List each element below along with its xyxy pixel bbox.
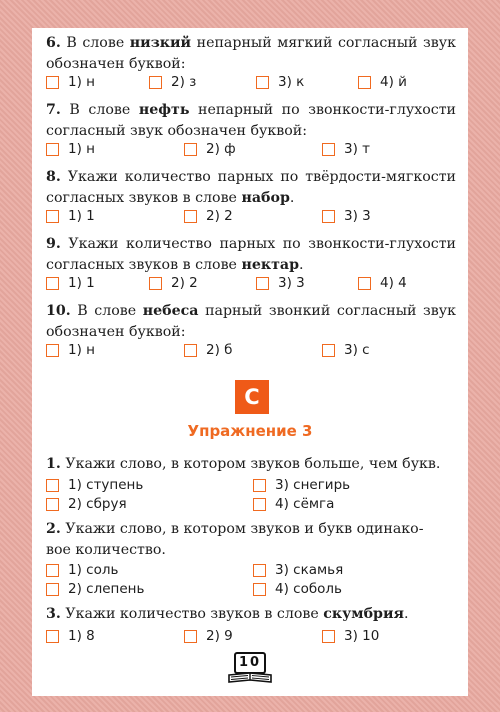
checkbox[interactable] bbox=[322, 630, 335, 643]
checkbox[interactable] bbox=[46, 479, 59, 492]
option-label: 1) 8 bbox=[68, 628, 95, 644]
option-label: 2) з bbox=[171, 74, 197, 90]
question-text: В слове bbox=[66, 35, 130, 51]
keyword: скумбрия bbox=[323, 606, 404, 622]
question-number: 7. bbox=[46, 102, 61, 118]
keyword: небеса bbox=[142, 303, 199, 319]
checkbox[interactable] bbox=[256, 277, 269, 290]
question-text: В слове bbox=[69, 102, 139, 118]
question-text: парный звонкий согласный звук обозначен буквой: bbox=[46, 303, 456, 340]
option-label: 3) 3 bbox=[278, 275, 305, 291]
option-label: 4) сёмга bbox=[275, 496, 335, 512]
option-label: 1) 1 bbox=[68, 208, 95, 224]
exercise-question-2 bbox=[46, 519, 456, 561]
checkbox[interactable] bbox=[358, 76, 371, 89]
option-label: 1) ступень bbox=[68, 477, 144, 493]
question-text: . bbox=[289, 190, 295, 206]
option[interactable] bbox=[46, 562, 118, 578]
checkbox[interactable] bbox=[46, 344, 59, 357]
question-text: вое количество. bbox=[46, 542, 166, 558]
question-text: Укажи количество парных по звонкости-глухости согласных звуков в слове bbox=[46, 236, 457, 273]
question-number: 3. bbox=[46, 606, 61, 622]
option[interactable] bbox=[256, 275, 305, 291]
question-number: 10. bbox=[46, 303, 71, 319]
checkbox[interactable] bbox=[256, 76, 269, 89]
option-label: 2) 2 bbox=[206, 208, 233, 224]
page-number: 10 bbox=[238, 655, 262, 670]
checkbox[interactable] bbox=[46, 210, 59, 223]
question-8 bbox=[46, 167, 456, 209]
checkbox[interactable] bbox=[322, 344, 335, 357]
option-label: 2) сбруя bbox=[68, 496, 127, 512]
checkbox[interactable] bbox=[46, 76, 59, 89]
option-label: 3) к bbox=[278, 74, 305, 90]
option[interactable] bbox=[46, 477, 143, 493]
checkbox[interactable] bbox=[253, 498, 266, 511]
options-8 bbox=[46, 208, 456, 228]
option-label: 2) б bbox=[206, 342, 233, 358]
question-text: Укажи слово, в котором звуков больше, чем букв. bbox=[65, 456, 441, 472]
checkbox[interactable] bbox=[358, 277, 371, 290]
option-label: 1) н bbox=[68, 342, 95, 358]
option[interactable] bbox=[253, 562, 343, 578]
option-label: 1) н bbox=[68, 74, 95, 90]
checkbox[interactable] bbox=[184, 630, 197, 643]
options-ex-3 bbox=[46, 628, 456, 648]
option-label: 3) 3 bbox=[344, 208, 371, 224]
question-text: непарный по звонкости-глухости согласный звук обозначен буквой: bbox=[46, 102, 456, 139]
keyword: нектар bbox=[241, 257, 300, 273]
option[interactable] bbox=[149, 275, 198, 291]
exercise-question-1 bbox=[46, 454, 456, 475]
keyword: низкий bbox=[129, 35, 192, 51]
checkbox[interactable] bbox=[149, 277, 162, 290]
option[interactable] bbox=[46, 74, 95, 90]
options-9 bbox=[46, 275, 456, 295]
option-label: 4) й bbox=[380, 74, 407, 90]
question-7 bbox=[46, 100, 456, 142]
question-text: Укажи количество парных по твёрдости-мягкости согласных звуков в слове bbox=[46, 169, 456, 206]
checkbox[interactable] bbox=[322, 210, 335, 223]
checkbox[interactable] bbox=[149, 76, 162, 89]
options-6 bbox=[46, 74, 456, 94]
option[interactable] bbox=[46, 496, 127, 512]
option[interactable] bbox=[253, 477, 350, 493]
checkbox[interactable] bbox=[46, 277, 59, 290]
question-text: Укажи слово, в котором звуков и букв одинако- bbox=[65, 521, 424, 537]
option[interactable] bbox=[46, 208, 95, 224]
options-7 bbox=[46, 141, 456, 161]
checkbox[interactable] bbox=[46, 143, 59, 156]
checkbox[interactable] bbox=[46, 498, 59, 511]
question-number: 1. bbox=[46, 456, 61, 472]
option[interactable] bbox=[46, 275, 95, 291]
question-text: . bbox=[299, 257, 304, 273]
option-label: 1) соль bbox=[68, 562, 119, 578]
question-6 bbox=[46, 33, 456, 75]
checkbox[interactable] bbox=[322, 143, 335, 156]
question-number: 9. bbox=[46, 236, 61, 252]
options-ex-1b bbox=[46, 496, 456, 516]
option-label: 2) 9 bbox=[206, 628, 233, 644]
option[interactable] bbox=[184, 628, 233, 644]
option-label: 3) 10 bbox=[344, 628, 380, 644]
option[interactable] bbox=[46, 628, 95, 644]
question-number: 6. bbox=[46, 35, 61, 51]
options-ex-2a bbox=[46, 562, 456, 582]
question-text: . bbox=[403, 606, 409, 622]
option-label: 3) с bbox=[344, 342, 370, 358]
options-10 bbox=[46, 342, 456, 362]
options-ex-2b bbox=[46, 581, 456, 601]
exercise-question-3 bbox=[46, 604, 456, 625]
option[interactable] bbox=[322, 342, 370, 358]
option-label: 2) слепень bbox=[68, 581, 145, 597]
option-label: 3) снегирь bbox=[275, 477, 351, 493]
checkbox[interactable] bbox=[253, 564, 266, 577]
options-ex-1a bbox=[46, 477, 456, 497]
keyword: набор bbox=[241, 190, 290, 206]
option-label: 1) 1 bbox=[68, 275, 95, 291]
checkbox[interactable] bbox=[253, 479, 266, 492]
option[interactable] bbox=[46, 581, 144, 597]
checkbox[interactable] bbox=[184, 344, 197, 357]
option[interactable] bbox=[253, 581, 342, 597]
option[interactable] bbox=[358, 74, 407, 90]
option[interactable] bbox=[256, 74, 304, 90]
checkbox[interactable] bbox=[46, 583, 59, 596]
option[interactable] bbox=[184, 208, 233, 224]
option[interactable] bbox=[46, 141, 95, 157]
question-number: 2. bbox=[46, 521, 61, 537]
option[interactable] bbox=[184, 342, 232, 358]
checkbox[interactable] bbox=[184, 210, 197, 223]
option-label: 2) 2 bbox=[171, 275, 198, 291]
question-9 bbox=[46, 234, 456, 276]
option-label: 1) н bbox=[68, 141, 95, 157]
option[interactable] bbox=[149, 74, 196, 90]
option[interactable] bbox=[322, 141, 370, 157]
question-10 bbox=[46, 301, 456, 343]
option-label: 3) скамья bbox=[275, 562, 344, 578]
checkbox[interactable] bbox=[46, 564, 59, 577]
question-text: непарный мягкий согласный звук обозначен буквой: bbox=[46, 35, 456, 72]
option-label: 3) т bbox=[344, 141, 371, 157]
checkbox[interactable] bbox=[184, 143, 197, 156]
question-text: В слове bbox=[77, 303, 143, 319]
option[interactable] bbox=[358, 275, 407, 291]
option-label: 2) ф bbox=[206, 141, 236, 157]
worksheet-page bbox=[32, 28, 468, 696]
option-label: 4) 4 bbox=[380, 275, 407, 291]
option[interactable] bbox=[184, 141, 236, 157]
option[interactable] bbox=[46, 342, 95, 358]
checkbox[interactable] bbox=[46, 630, 59, 643]
option[interactable] bbox=[322, 628, 379, 644]
question-text: Укажи количество звуков в слове bbox=[65, 606, 324, 622]
option[interactable] bbox=[253, 496, 334, 512]
question-number: 8. bbox=[46, 169, 61, 185]
option[interactable] bbox=[322, 208, 371, 224]
checkbox[interactable] bbox=[253, 583, 266, 596]
section-badge: С bbox=[235, 380, 269, 414]
exercise-title: Упражнение 3 bbox=[187, 422, 313, 440]
option-label: 4) соболь bbox=[275, 581, 342, 597]
keyword: нефть bbox=[138, 102, 190, 118]
